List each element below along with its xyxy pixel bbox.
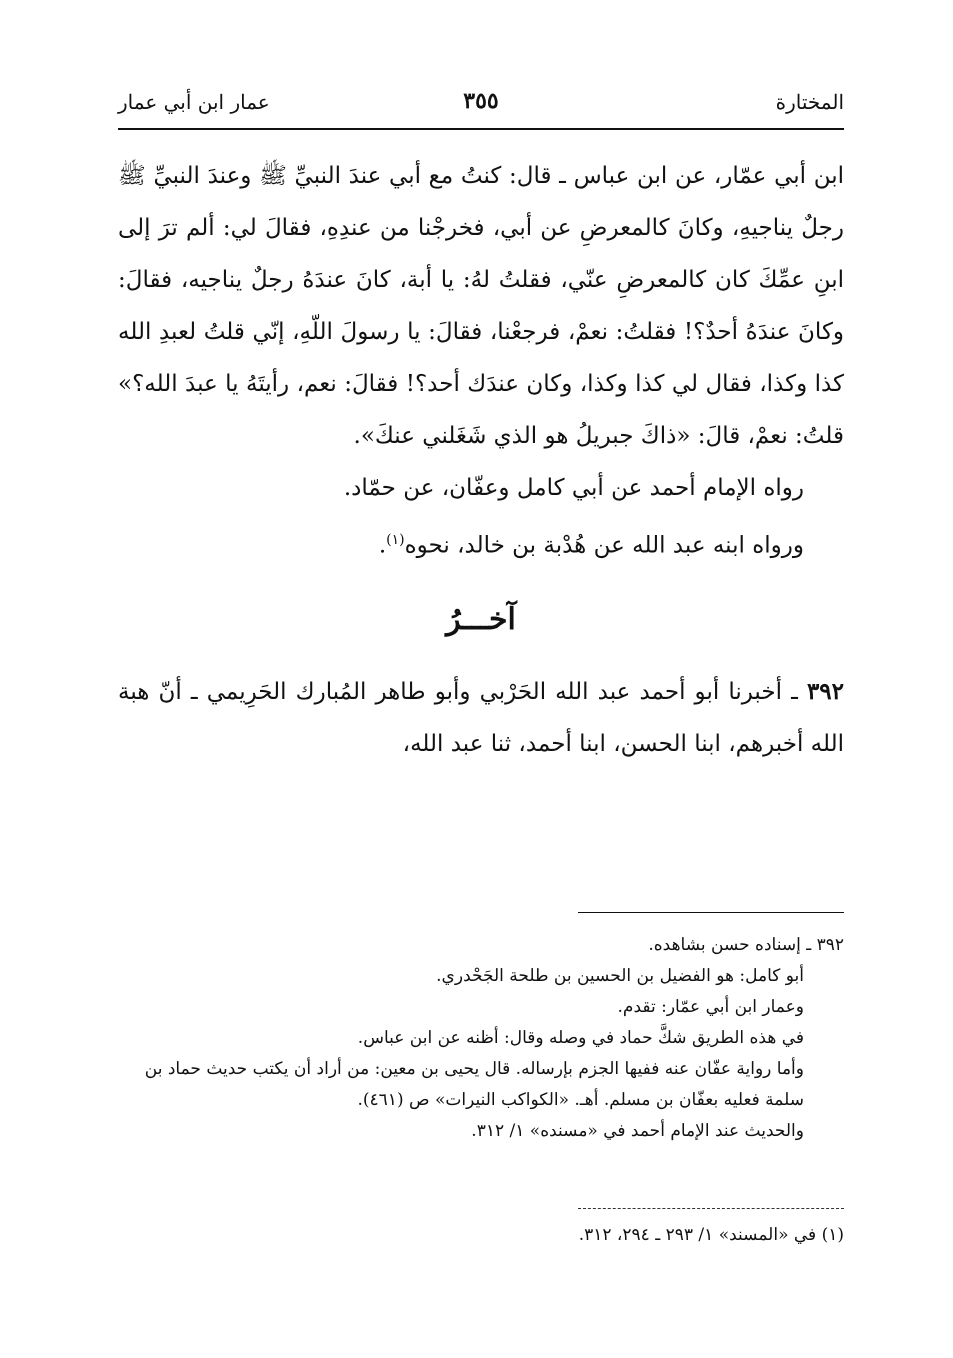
note-line: والحديث عند الإمام أحمد في «مسنده» ١/ ٣١٢.	[471, 1121, 804, 1141]
header-rule	[118, 128, 844, 130]
note-line: ٣٩٢ ـ إسناده حسن بشاهده.	[648, 935, 844, 955]
note-line: وعمار ابن أبي عمّار: تقدم.	[617, 997, 804, 1017]
footnote-rule	[578, 1208, 844, 1209]
footnote-marker: (١)	[386, 532, 405, 548]
hadith-text-paragraph: ابن أبي عمّار، عن ابن عباس ـ قال: كنتُ مع أبي عندَ النبيِّ ﷺ وعندَ النبيِّ ﷺ رجلٌ يناجيهِ، وكانَ كالمعرضِ عن أبي، فخرجْنا من عندِهِ، فقالَ لي: ألم ترَ إلى ابنِ عمِّكَ كان كالمعرضِ عنّي، فقلتُ لهُ: يا أبة، كانَ عندَهُ رجلٌ يناجيه، فقالَ: وكانَ عندَهُ أحدٌ؟! فقلتُ: نعمْ، فرجعْنا، فقالَ: يا رسولَ اللّهِ، إنّي قلتُ لعبدِ الله كذا وكذا، فقال لي كذا وكذا، وكان عندَك أحد؟! فقالَ: نعم، رأيتَهُ يا عبدَ الله؟» قلتُ: نعمْ، قالَ: «ذاكَ جبريلُ هو الذي شَغَلني عنكَ».	[118, 163, 844, 449]
note-line: وأما رواية عفّان عنه ففيها الجزم بإرساله. قال يحيى بن معين: من أراد أن يكتب حديث حماد بن سلمة فعليه بعفّان بن مسلم. أهـ. «الكواكب النيرات» ص (٤٦١).	[144, 1059, 804, 1110]
hadith-392-paragraph	[118, 666, 844, 770]
narration-text: ورواه ابنه عبد الله عن هُدْبة بن خالد، نحوه	[404, 532, 804, 559]
narration-line-2	[118, 514, 844, 572]
commentary-notes	[118, 930, 844, 1147]
hadith-number: ٣٩٢	[806, 677, 844, 705]
main-text	[118, 150, 844, 770]
footnote: (١) في «المسند» ١/ ٢٩٣ ـ ٢٩٤، ٣١٢.	[578, 1225, 844, 1245]
notes-rule	[578, 912, 844, 913]
hadith-392-text: ـ أخبرنا أبو أحمد عبد الله الحَرْبي وأبو طاهر المُبارك الحَرِيمي ـ أنّ هبة الله أخبرهم، ابنا الحسن، ابنا أحمد، ثنا عبد الله،	[118, 678, 844, 757]
section-title: آخـــرُ	[446, 601, 516, 637]
header-book-title: المختارة	[775, 90, 844, 114]
note-line: أبو كامل: هو الفضيل بن الحسين بن طلحة الجَحْدري.	[436, 966, 804, 986]
narration-end: .	[378, 532, 387, 559]
narration-line: رواه الإمام أحمد عن أبي كامل وعفّان، عن حمّاد.	[343, 475, 804, 501]
note-line: في هذه الطريق شكَّ حماد في وصله وقال: أظنه عن ابن عباس.	[357, 1028, 804, 1048]
page-number: ٣٥٥	[463, 88, 499, 114]
page-header	[118, 86, 844, 126]
header-chapter-title: عمار ابن أبي عمار	[118, 90, 270, 114]
